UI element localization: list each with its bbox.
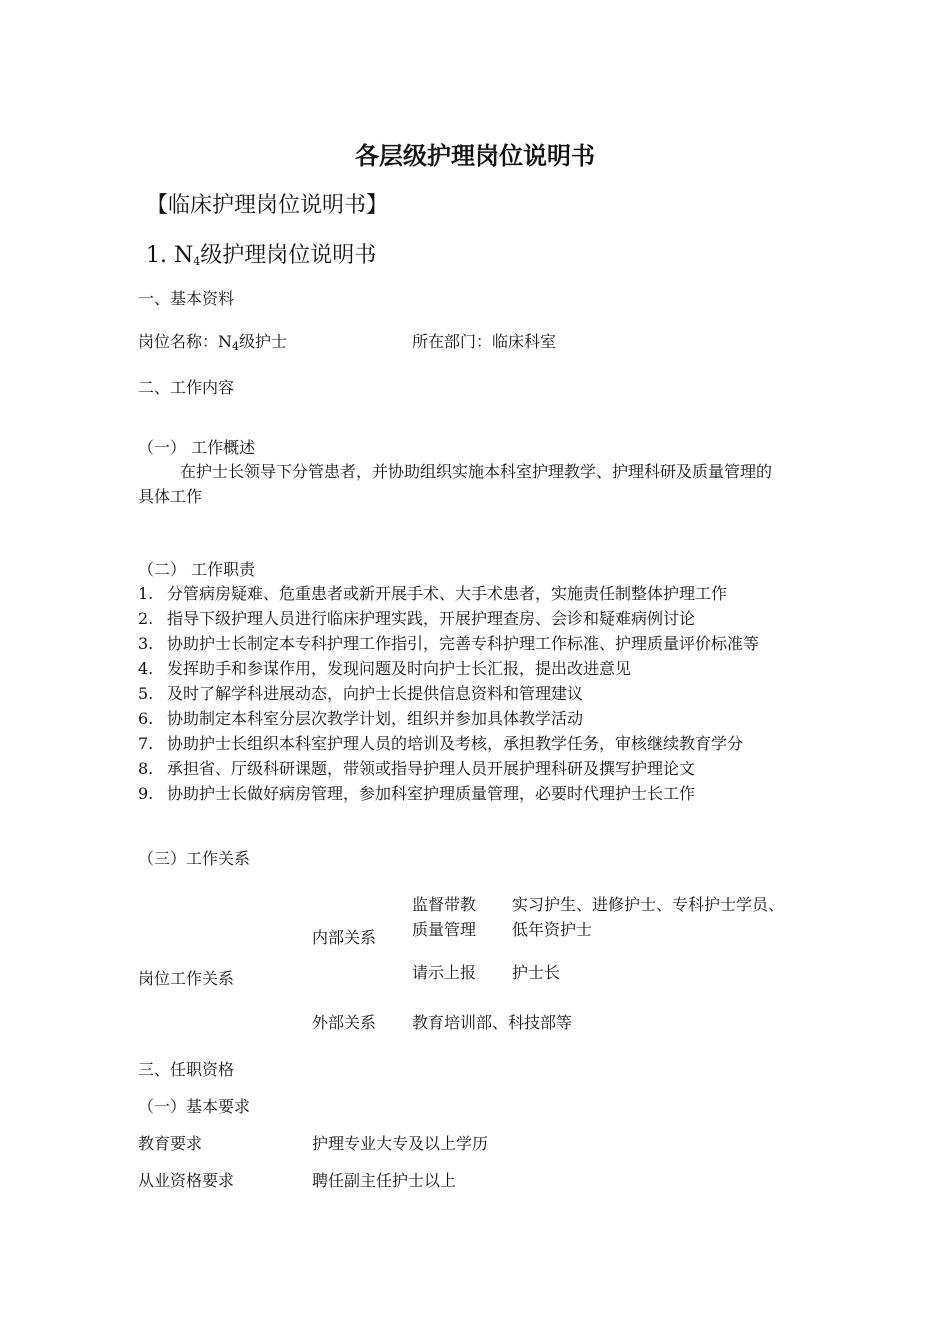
list-item-number: 4. xyxy=(138,659,154,678)
list-item-text: 承担省、厅级科研课题，带领或指导护理人员开展护理科研及撰写护理论文 xyxy=(167,759,696,778)
list-item-text: 协助护士长做好病房管理，参加科室护理质量管理，必要时代理护士长工作 xyxy=(167,784,696,803)
list-item xyxy=(138,659,631,679)
supervise-targets-2: 低年资护士 xyxy=(512,920,593,939)
qualification-heading: 三、任职资格 xyxy=(138,1060,235,1079)
external-relations-label: 外部关系 xyxy=(312,1013,377,1032)
duties-heading: （二） 工作职责 xyxy=(138,560,256,579)
report-target: 护士长 xyxy=(512,963,561,982)
list-item xyxy=(138,709,583,729)
external-targets: 教育培训部、科技部等 xyxy=(412,1013,573,1032)
document-title: 各层级护理岗位说明书 xyxy=(355,141,595,170)
list-item-number: 9. xyxy=(138,784,154,803)
report-label: 请示上报 xyxy=(412,963,477,982)
list-item-text: 协助护士长制定本专科护理工作指引，完善专科护理工作标准、护理质量评价标准等 xyxy=(167,634,760,653)
department: 所在部门：临床科室 xyxy=(412,332,557,351)
relations-heading: （三）工作关系 xyxy=(138,849,251,868)
list-item-number: 5. xyxy=(138,684,154,703)
list-item xyxy=(138,784,695,804)
supervise-label-2: 质量管理 xyxy=(412,920,477,939)
overview-text-line2: 具体工作 xyxy=(138,487,203,506)
subsection-subscript: 4 xyxy=(193,255,201,268)
post-name-label: 岗位名称：N xyxy=(138,332,233,351)
overview-text-line1: 在护士长领导下分管患者，并协助组织实施本科室护理教学、护理科研及质量管理的 xyxy=(180,462,773,481)
list-item xyxy=(138,634,759,654)
basic-info-heading: 一、基本资料 xyxy=(138,289,235,308)
education-value: 护理专业大专及以上学历 xyxy=(312,1134,489,1153)
overview-heading: （一） 工作概述 xyxy=(138,438,256,457)
section-heading-clinical: 【临床护理岗位说明书】 xyxy=(146,193,389,218)
list-item xyxy=(138,584,727,604)
basic-requirements-heading: （一）基本要求 xyxy=(138,1097,251,1116)
certification-label: 从业资格要求 xyxy=(138,1171,235,1190)
list-item xyxy=(138,609,695,629)
supervise-targets-1: 实习护生、进修护士、专科护士学员、 xyxy=(512,895,785,914)
education-label: 教育要求 xyxy=(138,1134,203,1153)
subsection-prefix: 1. N xyxy=(146,243,194,268)
list-item-text: 协助护士长组织本科室护理人员的培训及考核，承担教学任务，审核继续教育学分 xyxy=(167,734,744,753)
list-item xyxy=(138,734,743,754)
list-item-number: 7. xyxy=(138,734,154,753)
subsection-heading xyxy=(146,238,376,269)
list-item xyxy=(138,684,583,704)
work-content-heading: 二、工作内容 xyxy=(138,378,235,397)
supervise-label-1: 监督带教 xyxy=(412,895,477,914)
subsection-suffix: 级护理岗位说明书 xyxy=(200,243,377,268)
list-item-text: 发挥助手和参谋作用，发现问题及时向护士长汇报，提出改进意见 xyxy=(167,659,632,678)
post-name-suffix: 级护士 xyxy=(239,332,288,351)
list-item-number: 3. xyxy=(138,634,154,653)
post-name xyxy=(138,332,287,357)
list-item-number: 2. xyxy=(138,609,154,628)
list-item-number: 8. xyxy=(138,759,154,778)
list-item-number: 6. xyxy=(138,709,154,728)
relations-row-label: 岗位工作关系 xyxy=(138,969,235,988)
certification-value: 聘任副主任护士以上 xyxy=(312,1171,457,1190)
post-name-subscript: 4 xyxy=(232,340,240,353)
internal-relations-label: 内部关系 xyxy=(312,928,377,947)
list-item xyxy=(138,759,695,779)
list-item-text: 及时了解学科进展动态，向护士长提供信息资料和管理建议 xyxy=(167,684,584,703)
list-item-number: 1. xyxy=(138,584,154,603)
list-item-text: 指导下级护理人员进行临床护理实践，开展护理查房、会诊和疑难病例讨论 xyxy=(167,609,696,628)
list-item-text: 协助制定本科室分层次教学计划，组织并参加具体教学活动 xyxy=(167,709,584,728)
list-item-text: 分管病房疑难、危重患者或新开展手术、大手术患者，实施责任制整体护理工作 xyxy=(167,584,728,603)
